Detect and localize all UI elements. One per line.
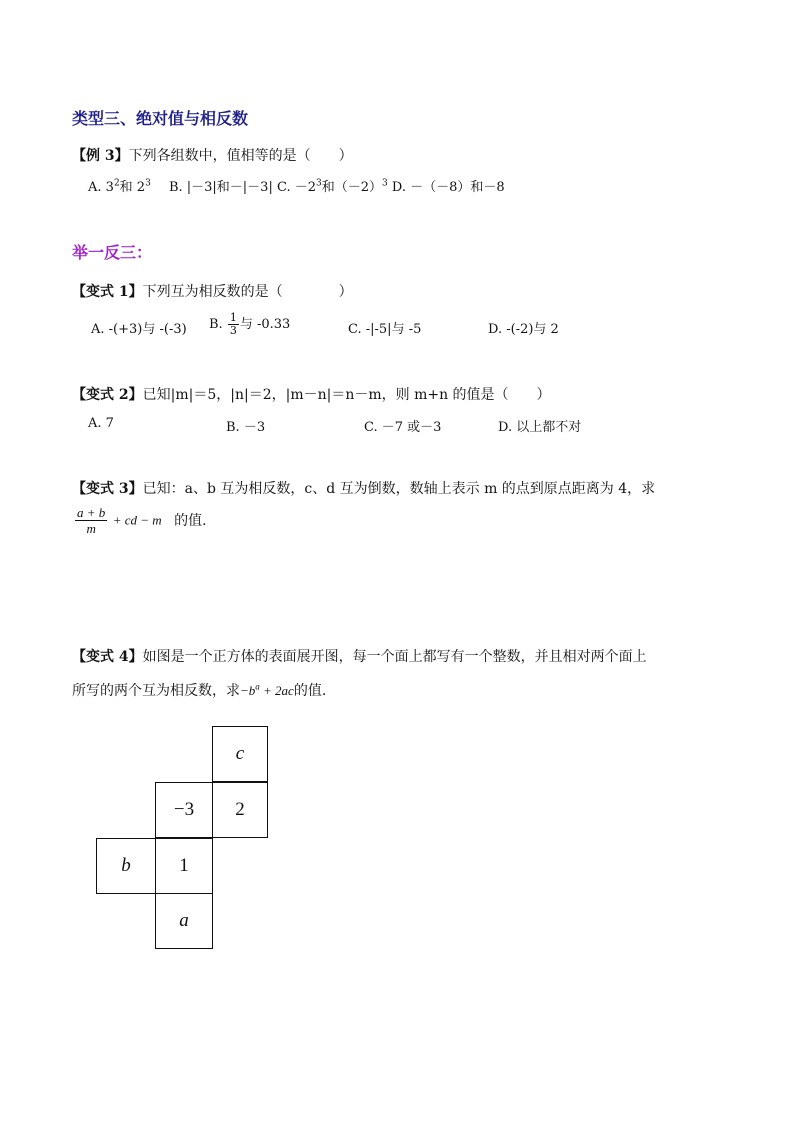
option-c: C. $-2^3$和$(-2)^3$ xyxy=(276,178,388,195)
option-a: A. $3^2$和 $2^3$ xyxy=(88,178,151,195)
variant-2-option-a: A. 7 xyxy=(88,416,114,431)
variant-1-option-c: C. -|-5|与 -5 xyxy=(348,322,422,337)
cube-face-c: c xyxy=(212,726,268,782)
variant-3-expression: $\frac{a + b}{m}$ + cd − m 的值. xyxy=(77,505,207,536)
cube-face-2: 2 xyxy=(212,782,268,838)
example-3-options xyxy=(88,176,505,195)
variant-1-option-d: D. -(-2)与 2 xyxy=(488,322,559,337)
variant-2-question xyxy=(72,384,551,404)
variant-1-option-b: B. $\frac{1}{3}$ 与 -0.33 xyxy=(209,311,291,337)
variant-4-line-2: 所写的两个互为相反数，求$-b^a + 2ac$的值. xyxy=(72,681,327,699)
expression-b-power-a: $-b^a + 2ac$ xyxy=(240,681,294,698)
fraction-one-third: $\frac{1}{3}$ xyxy=(229,311,237,337)
variant-2-text: 已知|m|＝5，|n|＝2，|m－n|＝n－m，则 m+n 的值是（ ） xyxy=(142,387,551,403)
example-3-tag: 【例 3】 xyxy=(72,148,129,164)
cube-face-a: a xyxy=(155,893,213,949)
option-d: D. －（－8）和－8 xyxy=(391,180,505,195)
fraction-a-plus-b-over-m: $\frac{a + b}{m}$ xyxy=(77,505,106,536)
variant-4-line-1: 如图是一个正方体的表面展开图，每一个面上都写有一个整数，并且相对两个面上 xyxy=(142,649,647,665)
variant-2-option-b: B. －3 xyxy=(226,420,266,435)
variant-1-question xyxy=(72,281,353,301)
variant-1-option-a: A. -(+3)与 -(-3) xyxy=(91,322,187,337)
section-title: 类型三、绝对值与相反数 xyxy=(72,109,249,128)
cube-face-1: 1 xyxy=(155,838,213,894)
example-3-text: 下列各组数中，值相等的是（ ） xyxy=(128,148,353,164)
option-b: B. |－3|和－|－3| xyxy=(168,180,273,195)
variant-3-text: 已知：a、b 互为相反数，c、d 互为倒数，数轴上表示 m 的点到原点距离为 4，求 xyxy=(142,481,656,497)
cube-face-b: b xyxy=(96,838,156,894)
variant-4-question xyxy=(72,646,647,666)
variant-1-tag: 【变式 1】 xyxy=(72,284,143,300)
example-3-question xyxy=(72,145,353,165)
variant-2-tag: 【变式 2】 xyxy=(72,387,143,403)
variant-2-option-d: D. 以上都不对 xyxy=(498,420,582,435)
practice-title: 举一反三： xyxy=(72,243,153,262)
variant-3-question xyxy=(72,478,655,498)
cube-face-neg3: −3 xyxy=(155,782,213,838)
variant-1-text: 下列互为相反数的是（ ） xyxy=(142,284,353,300)
variant-4-tag: 【变式 4】 xyxy=(72,649,143,665)
variant-3-tag: 【变式 3】 xyxy=(72,481,143,497)
variant-2-option-c: C. －7 或－3 xyxy=(364,420,442,435)
